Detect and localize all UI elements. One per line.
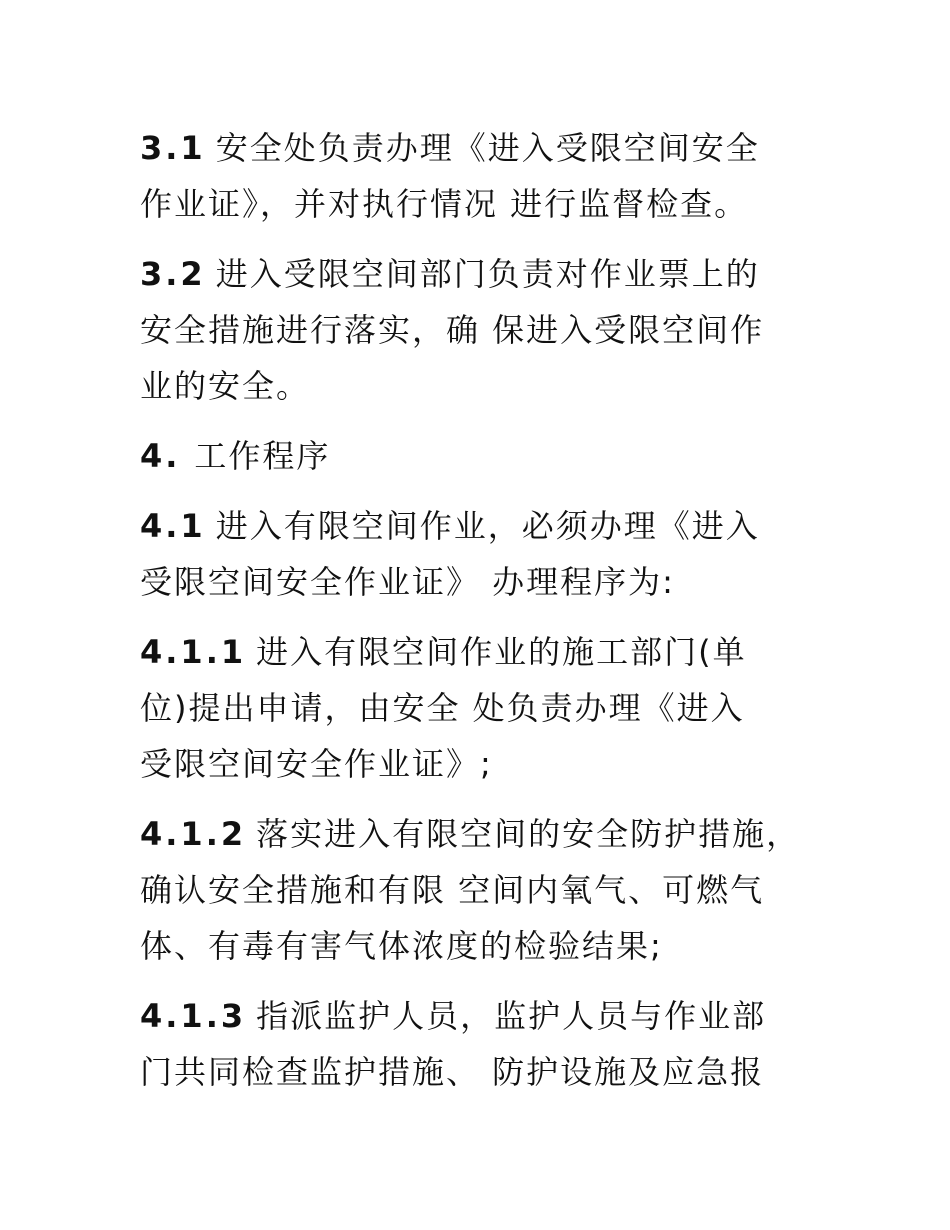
section-number: 4.1 — [140, 507, 206, 545]
paragraph-line — [140, 624, 830, 680]
paragraph-4-1-1 — [140, 624, 830, 792]
section-number: 3.1 — [140, 129, 206, 167]
document-page — [140, 120, 830, 1114]
paragraph-line: 门共同检查监护措施、 防护设施及应急报 — [140, 1053, 765, 1091]
paragraph-line: 体、有毒有害气体浓度的检验结果; — [140, 927, 663, 965]
section-number: 4.1.2 — [140, 815, 247, 853]
paragraph-line: 安全措施进行落实，确 保进入受限空间作 — [140, 311, 765, 349]
section-number: 4. — [140, 437, 181, 475]
paragraph-text: 安全处负责办理《进入受限空间安全 — [215, 129, 760, 167]
section-heading-4 — [140, 428, 830, 484]
paragraph-line — [140, 498, 830, 554]
section-number: 4.1.3 — [140, 997, 247, 1035]
paragraph-text: 指派监护人员，监护人员与作业部 — [256, 997, 767, 1035]
paragraph-line: 位)提出申请，由安全 处负责办理《进入 — [140, 689, 745, 727]
paragraph-line — [140, 428, 830, 484]
paragraph-4-1-2 — [140, 806, 830, 974]
paragraph-line: 业的安全。 — [140, 367, 311, 405]
paragraph-3-1 — [140, 120, 830, 232]
paragraph-line: 确认安全措施和有限 空间内氧气、可燃气 — [140, 871, 765, 909]
paragraph-4-1 — [140, 498, 830, 610]
section-number: 4.1.1 — [140, 633, 247, 671]
section-number: 3.2 — [140, 255, 206, 293]
paragraph-line — [140, 120, 830, 176]
paragraph-text: 进入有限空间作业，必须办理《进入 — [215, 507, 760, 545]
paragraph-text: 进入有限空间作业的施工部门(单 — [256, 633, 747, 671]
section-title: 工作程序 — [194, 437, 331, 475]
paragraph-line: 受限空间安全作业证》; — [140, 745, 493, 783]
paragraph-text: 落实进入有限空间的安全防护措施， — [256, 815, 801, 853]
paragraph-3-2 — [140, 246, 830, 414]
paragraph-line — [140, 806, 830, 862]
paragraph-line — [140, 988, 830, 1044]
paragraph-text: 进入受限空间部门负责对作业票上的 — [215, 255, 760, 293]
paragraph-line: 作业证》，并对执行情况 进行监督检查。 — [140, 185, 749, 223]
paragraph-4-1-3 — [140, 988, 830, 1100]
paragraph-line: 受限空间安全作业证》 办理程序为: — [140, 563, 675, 601]
paragraph-line — [140, 246, 830, 302]
